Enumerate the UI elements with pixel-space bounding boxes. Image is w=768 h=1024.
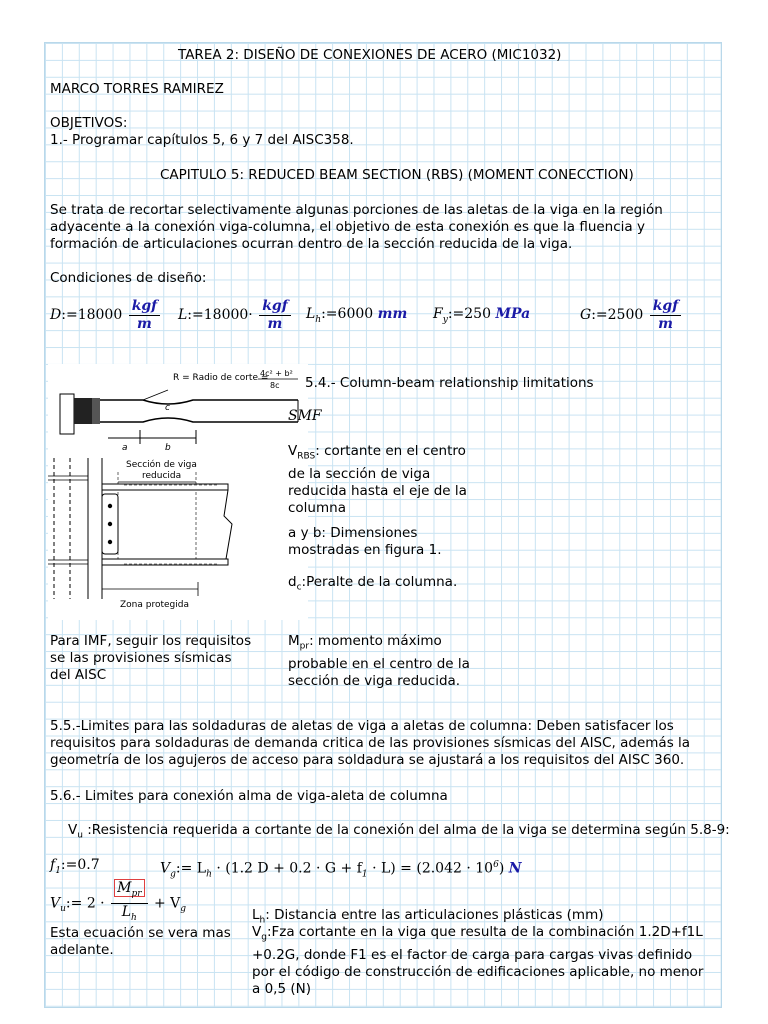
beam-top-flange xyxy=(100,400,298,404)
radius-formula-den: 8c xyxy=(270,381,280,390)
later-note: Esta ecuación se vera mas adelante. xyxy=(50,925,231,958)
eq-vu: $V_u:= 2$ · $\frac{M_{pr}}{L_h}$ + $V_g$ xyxy=(50,880,187,923)
rbs-figure xyxy=(48,364,308,620)
objectives-item: 1.- Programar capítulos 5, 6 y 7 del AISC358. xyxy=(50,132,354,148)
vu-definition: $V_u$ :Resistencia requerida a cortante de la conexión del alma de la viga se determina según 5.8-9: xyxy=(68,822,730,841)
imf-note: Para IMF, seguir los requisitos se las provisiones sísmicas del AISC xyxy=(50,633,252,683)
weld-block xyxy=(92,398,100,424)
radius-formula-num: 4c² + b² xyxy=(260,369,293,378)
vrbs-definition: $V_{RBS}$: cortante en el centro de la sección de viga reducida hasta el eje de la columna xyxy=(288,443,467,516)
smf-label: SMF xyxy=(288,408,322,424)
dim-c-label: c xyxy=(165,403,170,413)
mpr-definition: $M_{pr}$: momento máximo probable en el centro de la sección de viga reducida. xyxy=(288,633,470,689)
eq-vg: $V_g:= L_h \cdot (1.2$ $D + 0.2 \cdot G + f_1 \cdot L) = (2.042 \cdot 10^6)$ N xyxy=(160,860,522,880)
document-title: TAREA 2: DISEÑO DE CONEXIONES DE ACERO (MIC1032) xyxy=(178,47,562,63)
lh-definition: $L_h$: Distancia entre las articulaciones plásticas (mm) xyxy=(252,907,604,926)
design-conditions-heading: Condiciones de diseño: xyxy=(50,270,207,286)
reduced-label-1: Sección de viga xyxy=(126,460,197,470)
vg-definition: $V_g:Fza$ cortante en la viga que resulta de la combinación 1.2D+f1L +0.2G, donde F1 es el factor de carga para cargas vivas definido por el código de construcción de edificaciones aplicable, no menor a 0,5 (N) xyxy=(252,924,704,997)
eq-D: D:=18000 $\frac{\text{kgf}}{m}$ xyxy=(50,296,162,334)
author-name: MARCO TORRES RAMIREZ xyxy=(50,81,224,97)
intro-paragraph: Se trata de recortar selectivamente algunas porciones de las aletas de la viga en la región adyacente a la conexión viga-columna, el objetivo de esta conexión es que la fluencia y formación de articulaciones ocurran dentro de la sección reducida de la viga. xyxy=(50,202,663,252)
protected-zone-label: Zona protegida xyxy=(120,600,189,610)
objectives-heading: OBJETIVOS: xyxy=(50,115,128,131)
break-line xyxy=(224,490,232,559)
dc-definition: $d_c:Peralte$ de la columna. xyxy=(288,574,458,593)
section-56-heading: 5.6.- Limites para conexión alma de viga-aleta de columna xyxy=(50,788,448,804)
radius-label: R = Radio de corte = xyxy=(173,373,269,383)
dim-b-label: b xyxy=(165,443,171,453)
eq-G: G:=2500 $\frac{\text{kgf}}{m}$ xyxy=(580,296,683,334)
eq-Fy: $F_y:=250$ MPa xyxy=(433,306,531,325)
eq-Lh: $L_h:=6000$ mm xyxy=(306,306,408,325)
end-plate xyxy=(74,398,92,424)
section-54-heading: 5.4.- Column-beam relationship limitations xyxy=(305,375,594,391)
radius-leader xyxy=(143,390,168,400)
reduced-label-2: reducida xyxy=(142,471,182,481)
rbs-diagram xyxy=(48,364,308,620)
chapter-title: CAPITULO 5: REDUCED BEAM SECTION (RBS) (MOMENT CONECCTION) xyxy=(160,167,634,183)
ab-definition: a y b: Dimensiones mostradas en figura 1. xyxy=(288,525,442,558)
dim-a-label: a xyxy=(122,443,128,453)
eq-L: L:=18000· $\frac{\text{kgf}}{m}$ xyxy=(178,296,293,334)
section-55-paragraph: 5.5.-Limites para las soldaduras de aletas de viga a aletas de columna: Deben satisfacer los requisitos para soldaduras de demanda critica de las provisiones sísmicas del AISC, además la geometría de los agujeros de acceso para soldadura se ajustará a los requisitos del AISC 360. xyxy=(50,718,691,768)
beam-bottom-flange xyxy=(100,418,298,422)
column-top-view xyxy=(60,394,74,434)
eq-f1: $f_1:=0.7$ xyxy=(50,857,100,876)
